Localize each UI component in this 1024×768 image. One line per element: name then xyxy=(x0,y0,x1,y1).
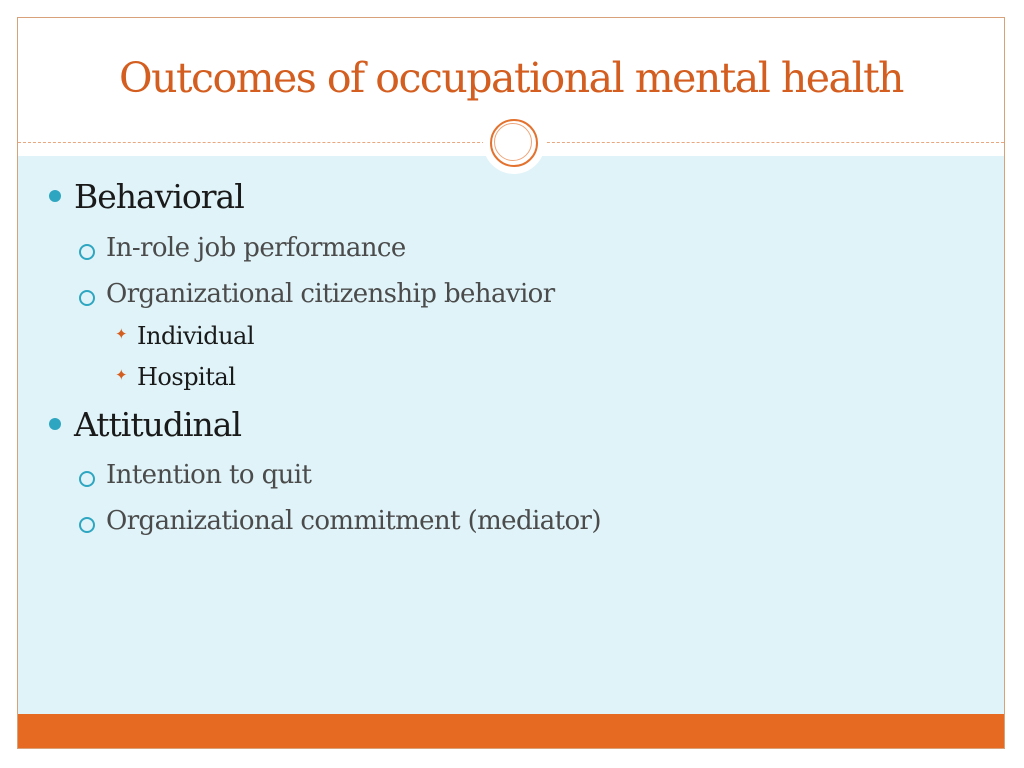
slide xyxy=(17,17,1005,749)
bullet-item-hospital xyxy=(115,363,236,391)
content-area xyxy=(18,156,1004,716)
hollow-circle-bullet-icon xyxy=(79,471,95,487)
bullet-text: Behavioral xyxy=(74,177,244,216)
bullet-item-organizational-commitment xyxy=(106,506,601,536)
bullet-text: Organizational citizenship behavior xyxy=(106,279,555,309)
bullet-item-organizational-citizenship-behavior xyxy=(106,279,555,309)
bottom-accent-bar xyxy=(18,714,1004,748)
star-bullet-icon: ✦ xyxy=(115,325,128,343)
bullet-item-attitudinal xyxy=(74,405,241,444)
hollow-circle-bullet-icon xyxy=(79,517,95,533)
bullet-text: Attitudinal xyxy=(74,405,242,444)
ornament-outer-ring xyxy=(490,119,538,167)
bullet-text: Hospital xyxy=(137,363,236,391)
bullet-item-in-role-job-performance xyxy=(106,233,406,263)
slide-title: Outcomes of occupational mental health xyxy=(119,54,903,102)
bullet-text: In-role job performance xyxy=(106,233,406,263)
ornament-inner-ring xyxy=(494,123,532,161)
filled-circle-bullet-icon xyxy=(49,190,61,202)
filled-circle-bullet-icon xyxy=(49,418,61,430)
star-bullet-icon: ✦ xyxy=(115,366,128,384)
bullet-text: Individual xyxy=(137,322,255,350)
bullet-item-individual xyxy=(115,322,255,350)
bullet-text: Intention to quit xyxy=(106,460,312,490)
bullet-text: Organizational commitment (mediator) xyxy=(106,506,601,536)
bullet-item-behavioral xyxy=(74,177,244,216)
bullet-item-intention-to-quit xyxy=(106,460,311,490)
hollow-circle-bullet-icon xyxy=(79,244,95,260)
double-ring-ornament-icon xyxy=(483,112,545,174)
hollow-circle-bullet-icon xyxy=(79,290,95,306)
